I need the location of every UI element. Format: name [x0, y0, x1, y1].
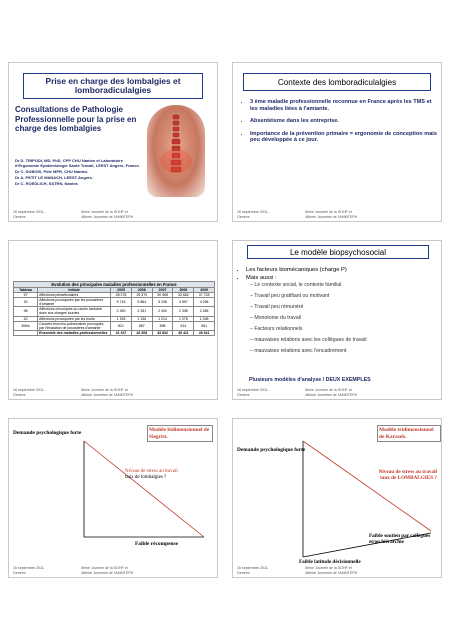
footer-place: Genève [237, 570, 250, 575]
table-cell: 33 682 [173, 293, 194, 298]
karasek-diagram [233, 419, 442, 578]
author-3: Dr A. PETIT LE MANACH, LEEST Angers. [15, 175, 93, 180]
occupational-disease-table [13, 287, 215, 336]
table-cell: Cancers broncho-pulmonaires provoqués par l'inhalation de poussières d'amiante [38, 321, 111, 330]
stress-diagonal [303, 441, 431, 531]
table-cell: 49 341 [194, 330, 215, 335]
sub-bullet-item [250, 347, 442, 355]
model-label: Modèle bidimensionnel de Siegrist. [147, 425, 213, 442]
footer-event-1: 5ème Journée de la SOHF et [305, 210, 352, 214]
table-cell: 2 251 [131, 307, 152, 316]
table-cell: Affections chroniques du rachis lombaire dues aux charges lourdes [38, 307, 111, 316]
table-cell: Affections provoquées par les bruits [38, 316, 111, 321]
table-header-cell: 2006 [131, 288, 152, 293]
footer-place: Genève [13, 392, 26, 397]
slide-footer [13, 210, 213, 219]
footer-event-1: 5ème Journée de la SOHF et [81, 210, 128, 214]
slide4-bullets [237, 267, 442, 358]
slide-karasek [232, 418, 442, 578]
table-cell: 887 [131, 321, 152, 330]
table-cell: 30 968 [152, 293, 173, 298]
slide-footer [237, 388, 437, 397]
table-row [14, 330, 215, 335]
sub-bullet-text: mauvaises relations avec l'encadrement [254, 348, 347, 355]
table-cell: 961 [194, 321, 215, 330]
table-cell: 821 [111, 321, 132, 330]
author-1: Dr D. TRIPODI, MD, PhD, CPP CHU Nantes et Laboratoire d'Ergonomie Epidémiologie Santé Travail, LEEST Angers, France. [15, 158, 140, 168]
spine-icon [147, 105, 205, 197]
footer-date: 16 septembre 2011, [13, 566, 45, 570]
footer-event-2: 48ème Journées de l'AMMTEPH [305, 392, 358, 397]
bullet-item [246, 275, 442, 356]
sub-bullet-item [250, 292, 442, 300]
table-cell: 37 728 [194, 293, 215, 298]
slide4-title: Le modèle biopsychosocial [289, 247, 387, 257]
table-cell: 898 [152, 321, 173, 330]
sub-bullet-item [250, 281, 442, 289]
slide4-bold-line: Plusieurs modèles d'analyse / DEUX EXEMPLES [249, 377, 371, 383]
table-cell: Affections périarticulaires [38, 293, 111, 298]
siegrist-diagram [9, 419, 218, 578]
table-header-cell: 2008 [173, 288, 194, 293]
x-axis-label: Faible récompense [135, 541, 178, 547]
table-cell: 2 338 [173, 307, 194, 316]
author-4: Dr C. ROEDLICH, SSTRN, Nantes [15, 181, 78, 186]
stress-diagonal [84, 441, 204, 537]
table-cell: 1 214 [152, 316, 173, 321]
sub-bullet-item [250, 303, 442, 311]
table-cell: 1 155 [111, 316, 132, 321]
table-header-cell: Intitulé [38, 288, 111, 293]
stress-text: Niveau de stress au travail [125, 469, 178, 474]
bullet-item: • 3 ème maladie professionnelle reconnue en France après les TMS et les maladies liées à l'amiante. [250, 99, 438, 112]
dash-marker: – [250, 348, 255, 355]
table-header-cell: Tableau [14, 288, 38, 293]
table-cell: 2 485 [194, 307, 215, 316]
slide-footer [13, 388, 213, 397]
bullet-item: • Importance de la prévention primaire = ergonomie de conception mais peu développée à ce jour. [250, 131, 438, 144]
dash-marker: – [250, 326, 255, 333]
table-cell: 5 238 [152, 298, 173, 307]
slide-table [8, 240, 218, 400]
sub-bullet-text: Le contexte social, le contexte familial [254, 282, 342, 289]
sub-bullet-text: Travail peu rémunéré [254, 304, 304, 311]
stress-text: Niveau de stress au travail [378, 469, 437, 475]
footer-date: 16 septembre 2011, [237, 210, 269, 214]
sub-bullet-item [250, 314, 442, 322]
table-cell: 41 347 [111, 330, 132, 335]
slide-siegrist [8, 418, 218, 578]
slide-footer [237, 210, 437, 219]
table-row [14, 321, 215, 330]
table-cell: 4 597 [173, 298, 194, 307]
sub-bullets [246, 281, 442, 355]
sub-bullet-text: mauvaises relations avec les collègues de travail [254, 337, 367, 344]
slide-biopsychosocial [232, 240, 442, 400]
slide1-authors [15, 158, 143, 186]
x-axis-label: Faible latitude décisionnelle [299, 559, 361, 565]
table-cell: Ensemble des maladies professionnelles [38, 330, 111, 335]
stress-label [351, 469, 437, 482]
bullet-item: • Les facteurs biomécaniques (charge P) [246, 267, 442, 274]
footer-event-2: 48ème Journées de l'AMMTEPH [81, 214, 134, 219]
sub-bullet-item [250, 325, 442, 333]
table-cell: 5 864 [131, 298, 152, 307]
sub-bullet-text: Travail peu gratifiant ou motivant [254, 293, 330, 300]
table-cell: 914 [173, 321, 194, 330]
slide2-bullets [241, 99, 438, 147]
sub-bullet-text: Facteurs relationnels [254, 326, 303, 333]
table-cell: 45 411 [173, 330, 194, 335]
slide-footer [237, 566, 437, 575]
table-header-cell: 2005 [111, 288, 132, 293]
bullet-item: • Absentéisme dans les entreprise. [250, 118, 438, 125]
footer-place: Genève [237, 392, 250, 397]
y-axis-label: Demande psychologique forte [237, 447, 306, 453]
table-cell: 4 296 [194, 298, 215, 307]
footer-event-1: 5ème Journée de la SOHF et [81, 566, 128, 570]
table-cell: 2 400 [152, 307, 173, 316]
table-cell: 43 832 [152, 330, 173, 335]
footer-event-1: 5ème Journée de la SOHF et [81, 388, 128, 392]
dash-marker: – [250, 282, 255, 289]
bullet-label: Mais aussi : [246, 274, 277, 281]
dash-marker: – [250, 304, 255, 311]
footer-event-2: 48ème Journées de l'AMMTEPH [81, 570, 134, 575]
slide1-subtitle: Consultations de Pathologie Professionnelle pour la prise en charge des lombalgies [15, 105, 137, 134]
sub-bullet-item [250, 336, 442, 344]
slide2-title: Contexte des lomboradiculalgies [277, 77, 397, 87]
stress-label [125, 469, 178, 482]
table-cell: 1 076 [173, 316, 194, 321]
table-cell: Affections provoquées par les poussières d'amiante [38, 298, 111, 307]
footer-event-2: 48ème Journées de l'AMMTEPH [81, 392, 134, 397]
support-label: Faible soutien par collègues et/ou hiérarchie [369, 533, 431, 546]
table-cell: 57 [14, 293, 38, 298]
slide-footer [13, 566, 213, 575]
slide-context [232, 62, 442, 222]
sub-bullet-text: Monotonie du travail [254, 315, 302, 322]
footer-date: 16 septembre 2011, [237, 566, 269, 570]
slide1-title: Prise en charge des lombalgies et lomboradiculalgies [45, 75, 181, 95]
table-cell: 2 269 [111, 307, 132, 316]
footer-event-2: 48ème Journées de l'AMMTEPH [305, 570, 358, 575]
slide2-title-box [243, 73, 431, 91]
lumbago-rate-text: taux de lombalgies ? [125, 475, 167, 481]
slide1-title-box [23, 73, 203, 99]
footer-place: Genève [237, 214, 250, 219]
table-cell: 1 136 [131, 316, 152, 321]
table-cell: 29 379 [131, 293, 152, 298]
table-cell: 30 [14, 298, 38, 307]
y-axis-label: Demande psychologique forte [13, 430, 82, 436]
table-row [14, 307, 215, 316]
author-2: Dr C. DUBOIS, Pôle MPR, CHU Nantes. [15, 169, 89, 174]
footer-date: 16 septembre 2011, [13, 388, 45, 392]
table-cell: 42 [14, 316, 38, 321]
footer-date: 16 septembre 2011, [237, 388, 269, 392]
footer-event-1: 5ème Journée de la SOHF et [305, 566, 352, 570]
footer-place: Genève [13, 214, 26, 219]
slide4-title-box [247, 245, 429, 259]
dash-marker: – [250, 337, 255, 344]
table-cell: 98 [14, 307, 38, 316]
table-header-cell: 2007 [152, 288, 173, 293]
footer-place: Genève [13, 570, 26, 575]
dash-marker: – [250, 315, 255, 322]
slide-title [8, 62, 218, 222]
dash-marker: – [250, 293, 255, 300]
spine-image [147, 105, 205, 197]
table-row [14, 298, 215, 307]
table-cell: 28 278 [111, 293, 132, 298]
table-cell: 42 306 [131, 330, 152, 335]
footer-event-2: 48ème Journées de l'AMMTEPH [305, 214, 358, 219]
table-header-cell: 2009 [194, 288, 215, 293]
lumbago-rate-text: taux de LOMBALGIES ? [380, 475, 437, 482]
table-cell [14, 330, 38, 335]
table-cell: 5 715 [111, 298, 132, 307]
footer-event-1: 5ème Journée de la SOHF et [305, 388, 352, 392]
table-caption: Evolution des principales maladies professionnelles en France [13, 281, 215, 288]
table-cell: 30bis [14, 321, 38, 330]
model-label: Modèle tridimensionnel de Karasek. [377, 425, 441, 442]
footer-date: 16 septembre 2011, [13, 210, 45, 214]
table-cell: 1 048 [194, 316, 215, 321]
